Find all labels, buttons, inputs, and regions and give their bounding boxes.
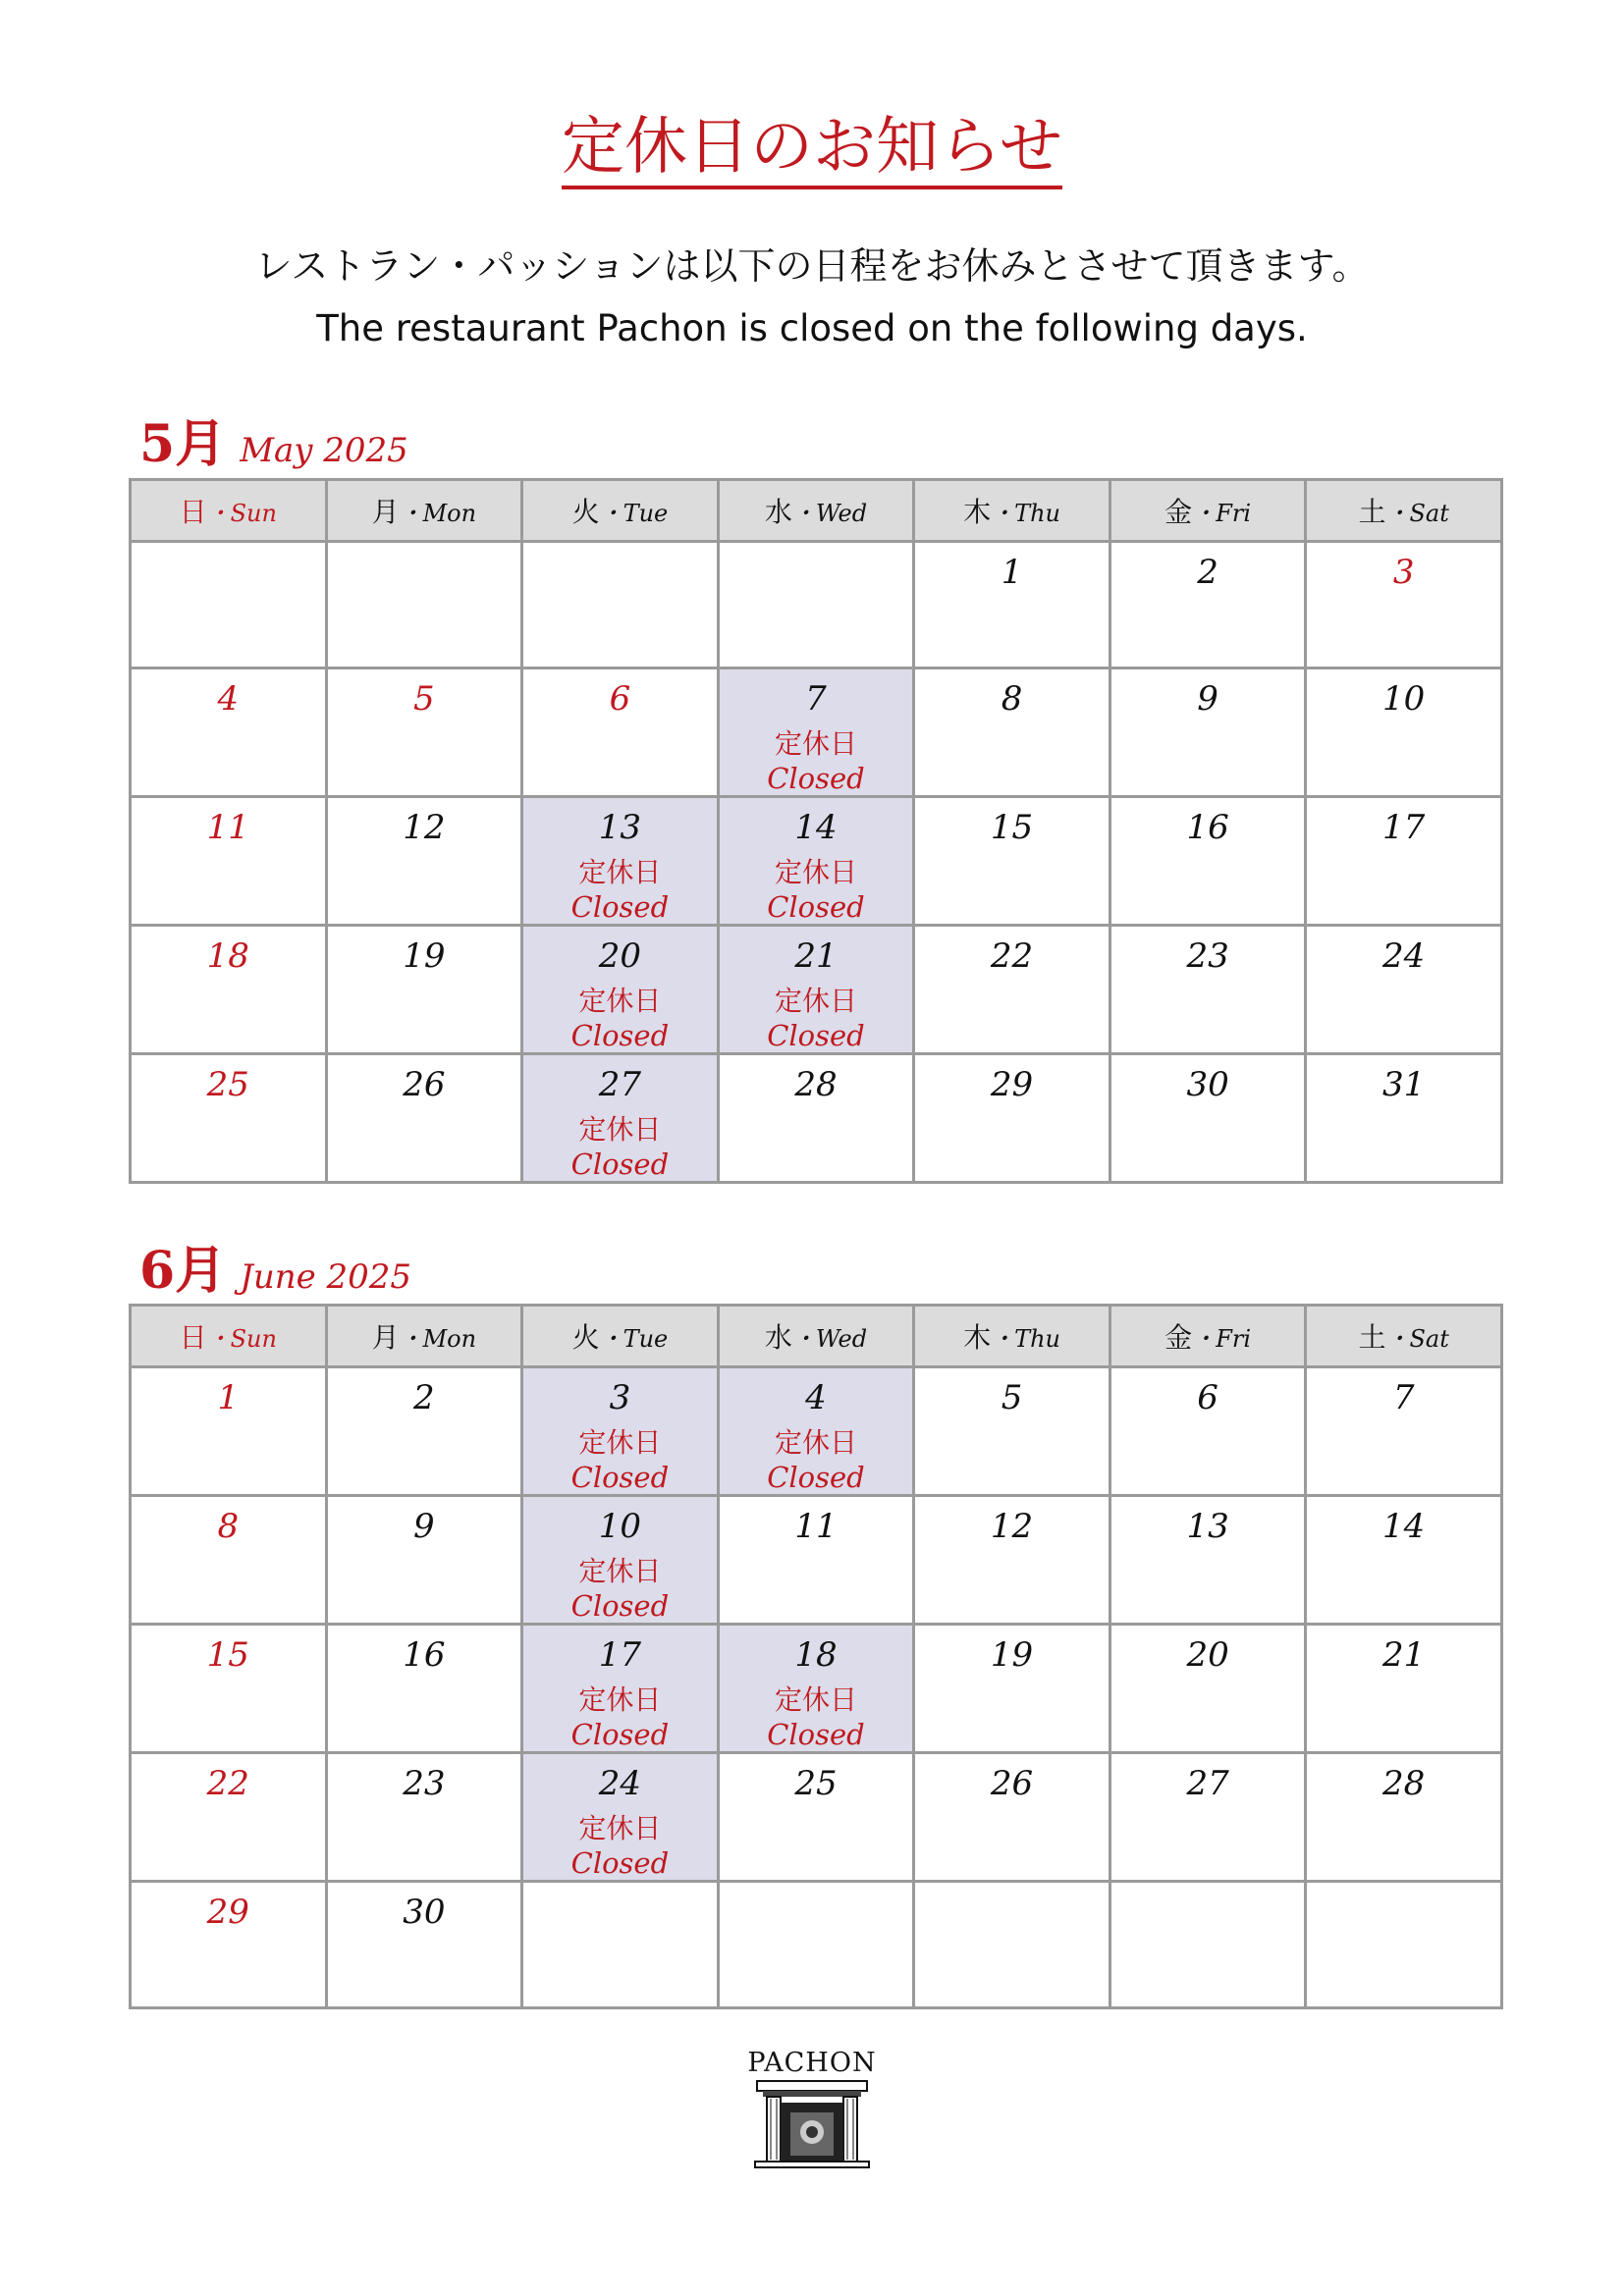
calendar-day-cell — [914, 668, 1110, 797]
weekday-separator: ・ — [1192, 500, 1217, 527]
weekday-header-3 — [718, 1306, 914, 1367]
calendar-day-cell — [914, 1625, 1110, 1753]
calendar-day-cell — [914, 1496, 1110, 1625]
calendar-day-cell — [131, 1496, 327, 1625]
weekday-separator: ・ — [791, 1325, 816, 1353]
weekday-header-6 — [1306, 480, 1502, 542]
calendar-day-cell — [1306, 542, 1502, 668]
closed-label-ja: 定休日 — [578, 1812, 662, 1844]
page-title: 定休日のお知らせ — [0, 106, 1624, 188]
day-number: 5 — [413, 679, 435, 719]
calendar-week-row — [131, 1496, 1502, 1625]
weekday-separator: ・ — [599, 1325, 623, 1353]
day-number: 10 — [1382, 679, 1426, 719]
calendar-day-cell — [914, 1367, 1110, 1496]
weekday-separator: ・ — [1192, 1325, 1217, 1353]
closed-label-en: Closed — [767, 1718, 865, 1751]
day-number: 23 — [1186, 936, 1229, 976]
day-number: 17 — [1382, 808, 1426, 847]
calendar-june — [129, 1304, 1503, 2009]
weekday-ja: 木 — [963, 496, 992, 528]
day-number: 14 — [1382, 1507, 1426, 1546]
day-number: 22 — [990, 936, 1034, 976]
weekday-separator: ・ — [206, 500, 231, 527]
day-number: 26 — [990, 1764, 1034, 1803]
weekday-en: Sat — [1409, 1325, 1449, 1353]
day-number: 21 — [1382, 1635, 1426, 1675]
closed-label-en: Closed — [570, 890, 670, 924]
calendar-day-cell — [326, 1496, 522, 1625]
calendar-day-cell — [326, 797, 522, 926]
weekday-header-2 — [522, 480, 719, 542]
day-number: 15 — [990, 808, 1034, 847]
day-number: 13 — [1186, 1507, 1229, 1546]
day-number: 17 — [598, 1635, 642, 1675]
calendar-day-cell — [1110, 926, 1306, 1054]
day-number: 21 — [794, 936, 838, 976]
logo-name: PACHON — [747, 2048, 877, 2078]
weekday-header-row — [131, 480, 1502, 542]
closed-label-ja: 定休日 — [578, 856, 662, 888]
month-title-en: May 2025 — [240, 431, 408, 470]
day-number: 28 — [1382, 1764, 1426, 1803]
month-title-ja: 5月 — [139, 414, 227, 474]
day-number: 1 — [217, 1378, 240, 1417]
weekday-header-4 — [914, 1306, 1110, 1367]
day-number: 16 — [1186, 808, 1229, 847]
calendar-day-cell — [326, 1054, 522, 1183]
day-number: 9 — [413, 1507, 435, 1546]
calendar-day-cell — [718, 1753, 914, 1882]
calendar-day-cell — [718, 1054, 914, 1183]
calendar-day-cell — [131, 1625, 327, 1753]
closed-label-ja: 定休日 — [578, 1555, 662, 1587]
weekday-ja: 土 — [1358, 1321, 1386, 1354]
weekday-en: Sun — [230, 500, 277, 527]
weekday-header-row — [131, 1306, 1502, 1367]
weekday-en: Wed — [815, 500, 868, 527]
weekday-ja: 木 — [963, 1321, 992, 1354]
day-number: 1 — [1001, 553, 1023, 592]
calendar-week-row — [131, 1367, 1502, 1496]
notice-japanese: レストラン・パッションは以下の日程をお休みとさせて頂きます。 — [254, 244, 1370, 288]
calendar-empty-cell — [522, 1882, 719, 2008]
day-number: 10 — [598, 1507, 642, 1546]
calendar-day-cell — [131, 797, 327, 926]
calendar-day-cell — [718, 1625, 914, 1753]
weekday-en: Tue — [623, 500, 669, 527]
day-number: 12 — [990, 1507, 1034, 1546]
calendar-day-cell — [326, 1753, 522, 1882]
calendar-day-cell — [522, 1054, 719, 1183]
calendar-day-cell — [522, 926, 719, 1054]
weekday-header-2 — [522, 1306, 719, 1367]
calendar-day-cell — [326, 1367, 522, 1496]
weekday-header-4 — [914, 480, 1110, 542]
calendar-week-row — [131, 797, 1502, 926]
calendar-day-cell — [718, 1496, 914, 1625]
calendar-day-cell — [131, 1753, 327, 1882]
closed-label-en: Closed — [570, 1846, 670, 1880]
calendar-empty-cell — [1306, 1882, 1502, 2008]
calendar-day-cell — [522, 1367, 719, 1496]
calendar-day-cell — [522, 1625, 719, 1753]
closed-label-ja: 定休日 — [774, 985, 857, 1017]
day-number: 12 — [403, 808, 446, 847]
calendar-day-cell — [131, 1882, 327, 2008]
weekday-ja: 金 — [1164, 496, 1193, 528]
closed-label-ja: 定休日 — [578, 1426, 662, 1459]
closed-label-ja: 定休日 — [578, 985, 662, 1017]
day-number: 9 — [1197, 679, 1218, 719]
weekday-header-3 — [718, 480, 914, 542]
calendar-day-cell — [718, 668, 914, 797]
calendar-day-cell — [1306, 797, 1502, 926]
weekday-header-5 — [1110, 1306, 1306, 1367]
calendar-day-cell — [914, 1753, 1110, 1882]
day-number: 27 — [598, 1065, 642, 1104]
calendar-day-cell — [326, 1625, 522, 1753]
weekday-separator: ・ — [206, 1325, 231, 1353]
day-number: 8 — [1001, 679, 1023, 719]
calendar-day-cell — [326, 668, 522, 797]
weekday-separator: ・ — [599, 500, 623, 527]
day-number: 13 — [598, 808, 642, 847]
weekday-ja: 水 — [764, 496, 792, 528]
pachon-fireplace-logo-icon — [753, 2079, 871, 2169]
calendar-day-cell — [1110, 542, 1306, 668]
day-number: 26 — [403, 1065, 446, 1104]
day-number: 25 — [794, 1764, 838, 1803]
calendar-day-cell — [1110, 1367, 1306, 1496]
calendar-day-cell — [131, 1367, 327, 1496]
calendar-empty-cell — [914, 1882, 1110, 2008]
day-number: 18 — [206, 936, 249, 976]
weekday-ja: 日 — [179, 1321, 207, 1354]
calendar-day-cell — [1306, 668, 1502, 797]
weekday-en: Fri — [1216, 500, 1251, 527]
closed-label-en: Closed — [570, 1461, 670, 1494]
weekday-header-6 — [1306, 1306, 1502, 1367]
weekday-header-5 — [1110, 480, 1306, 542]
pachon-logo — [746, 2048, 878, 2173]
calendar-empty-cell — [522, 542, 719, 668]
day-number: 8 — [217, 1507, 240, 1546]
calendar-week-row — [131, 1054, 1502, 1183]
closed-label-en: Closed — [570, 1019, 670, 1052]
closed-label-ja: 定休日 — [774, 727, 857, 760]
weekday-en: Thu — [1014, 1325, 1060, 1353]
closed-label-en: Closed — [767, 890, 865, 924]
day-number: 29 — [206, 1893, 249, 1932]
day-number: 2 — [1197, 553, 1218, 592]
calendar-day-cell — [522, 1753, 719, 1882]
weekday-en: Mon — [422, 1325, 477, 1353]
weekday-ja: 水 — [764, 1321, 792, 1354]
calendar-day-cell — [914, 926, 1110, 1054]
day-number: 3 — [609, 1378, 631, 1417]
month-title-ja: 6月 — [139, 1241, 227, 1301]
calendar-day-cell — [131, 926, 327, 1054]
calendar-empty-cell — [1110, 1882, 1306, 2008]
day-number: 6 — [609, 679, 631, 719]
calendar-day-cell — [1110, 1753, 1306, 1882]
day-number: 24 — [1382, 936, 1426, 976]
calendar-week-row — [131, 926, 1502, 1054]
day-number: 7 — [1392, 1378, 1415, 1417]
calendar-day-cell — [914, 542, 1110, 668]
day-number: 16 — [403, 1635, 446, 1675]
calendar-day-cell — [326, 1882, 522, 2008]
closed-label-ja: 定休日 — [774, 856, 857, 888]
calendar-empty-cell — [326, 542, 522, 668]
calendar-empty-cell — [718, 542, 914, 668]
weekday-en: Wed — [815, 1325, 868, 1353]
weekday-en: Sat — [1409, 500, 1449, 527]
calendar-day-cell — [1306, 1625, 1502, 1753]
closed-label-en: Closed — [570, 1589, 670, 1623]
calendar-empty-cell — [131, 542, 327, 668]
calendar-day-cell — [718, 797, 914, 926]
calendar-day-cell — [914, 1054, 1110, 1183]
day-number: 14 — [794, 808, 838, 847]
calendar-day-cell — [131, 1054, 327, 1183]
calendar-day-cell — [718, 926, 914, 1054]
calendar-day-cell — [718, 1367, 914, 1496]
day-number: 5 — [1001, 1378, 1023, 1417]
weekday-separator: ・ — [1385, 1325, 1410, 1353]
day-number: 20 — [1186, 1635, 1229, 1675]
day-number: 31 — [1382, 1065, 1426, 1104]
calendar-day-cell — [522, 1496, 719, 1625]
month-title-may — [139, 402, 408, 476]
calendar-day-cell — [1306, 1367, 1502, 1496]
month-title-en: June 2025 — [240, 1257, 412, 1297]
closed-label-ja: 定休日 — [774, 1683, 857, 1716]
day-number: 18 — [794, 1635, 838, 1675]
calendar-day-cell — [1306, 1753, 1502, 1882]
day-number: 15 — [206, 1635, 249, 1675]
calendar-day-cell — [914, 797, 1110, 926]
calendar-day-cell — [1306, 1054, 1502, 1183]
closed-label-en: Closed — [767, 1461, 865, 1494]
day-number: 23 — [403, 1764, 446, 1803]
day-number: 30 — [403, 1893, 446, 1932]
weekday-ja: 月 — [371, 496, 400, 528]
calendar-day-cell — [1110, 797, 1306, 926]
day-number: 19 — [403, 936, 446, 976]
calendar-week-row — [131, 1882, 1502, 2008]
day-number: 30 — [1186, 1065, 1229, 1104]
weekday-ja: 火 — [571, 496, 600, 528]
weekday-ja: 土 — [1358, 496, 1386, 528]
weekday-header-0 — [131, 480, 327, 542]
weekday-separator: ・ — [791, 500, 816, 527]
calendar-day-cell — [326, 926, 522, 1054]
month-title-june — [139, 1229, 411, 1303]
closed-label-en: Closed — [570, 1718, 670, 1751]
day-number: 28 — [794, 1065, 838, 1104]
day-number: 27 — [1186, 1764, 1229, 1803]
weekday-en: Fri — [1216, 1325, 1251, 1353]
weekday-header-0 — [131, 1306, 327, 1367]
day-number: 24 — [598, 1764, 642, 1803]
weekday-separator: ・ — [991, 500, 1015, 527]
day-number: 29 — [990, 1065, 1034, 1104]
calendar-empty-cell — [718, 1882, 914, 2008]
calendar-day-cell — [522, 797, 719, 926]
day-number: 4 — [805, 1378, 827, 1417]
day-number: 20 — [598, 936, 642, 976]
weekday-ja: 火 — [571, 1321, 600, 1354]
calendar-may — [129, 478, 1503, 1184]
day-number: 22 — [206, 1764, 249, 1803]
calendar-day-cell — [1110, 1625, 1306, 1753]
day-number: 7 — [805, 679, 827, 719]
calendar-week-row — [131, 1753, 1502, 1882]
weekday-separator: ・ — [991, 1325, 1015, 1353]
day-number: 11 — [794, 1507, 838, 1546]
closed-label-ja: 定休日 — [578, 1683, 662, 1716]
calendar-week-row — [131, 668, 1502, 797]
day-number: 6 — [1197, 1378, 1218, 1417]
day-number: 2 — [413, 1378, 435, 1417]
weekday-separator: ・ — [399, 500, 423, 527]
calendar-day-cell — [522, 668, 719, 797]
calendar-day-cell — [1110, 668, 1306, 797]
calendar-week-row — [131, 542, 1502, 668]
day-number: 19 — [990, 1635, 1034, 1675]
weekday-ja: 月 — [371, 1321, 400, 1354]
calendar-day-cell — [1110, 1496, 1306, 1625]
closed-label-en: Closed — [767, 762, 865, 795]
weekday-en: Sun — [230, 1325, 277, 1353]
closed-label-en: Closed — [767, 1019, 865, 1052]
calendar-day-cell — [1306, 1496, 1502, 1625]
calendar-day-cell — [1306, 926, 1502, 1054]
calendar-day-cell — [1110, 1054, 1306, 1183]
closed-label-en: Closed — [570, 1148, 670, 1181]
weekday-header-1 — [326, 480, 522, 542]
weekday-en: Mon — [422, 500, 477, 527]
calendar-day-cell — [131, 668, 327, 797]
weekday-ja: 金 — [1164, 1321, 1193, 1354]
weekday-separator: ・ — [399, 1325, 423, 1353]
weekday-header-1 — [326, 1306, 522, 1367]
notice-english: The restaurant Pachon is closed on the following days. — [316, 307, 1308, 349]
weekday-separator: ・ — [1385, 500, 1410, 527]
weekday-en: Tue — [623, 1325, 669, 1353]
closed-label-ja: 定休日 — [774, 1426, 857, 1459]
day-number: 25 — [206, 1065, 249, 1104]
closed-label-ja: 定休日 — [578, 1113, 662, 1146]
calendar-week-row — [131, 1625, 1502, 1753]
day-number: 3 — [1392, 553, 1415, 592]
day-number: 4 — [217, 679, 240, 719]
weekday-en: Thu — [1014, 500, 1060, 527]
weekday-ja: 日 — [179, 496, 207, 528]
day-number: 11 — [206, 808, 249, 847]
